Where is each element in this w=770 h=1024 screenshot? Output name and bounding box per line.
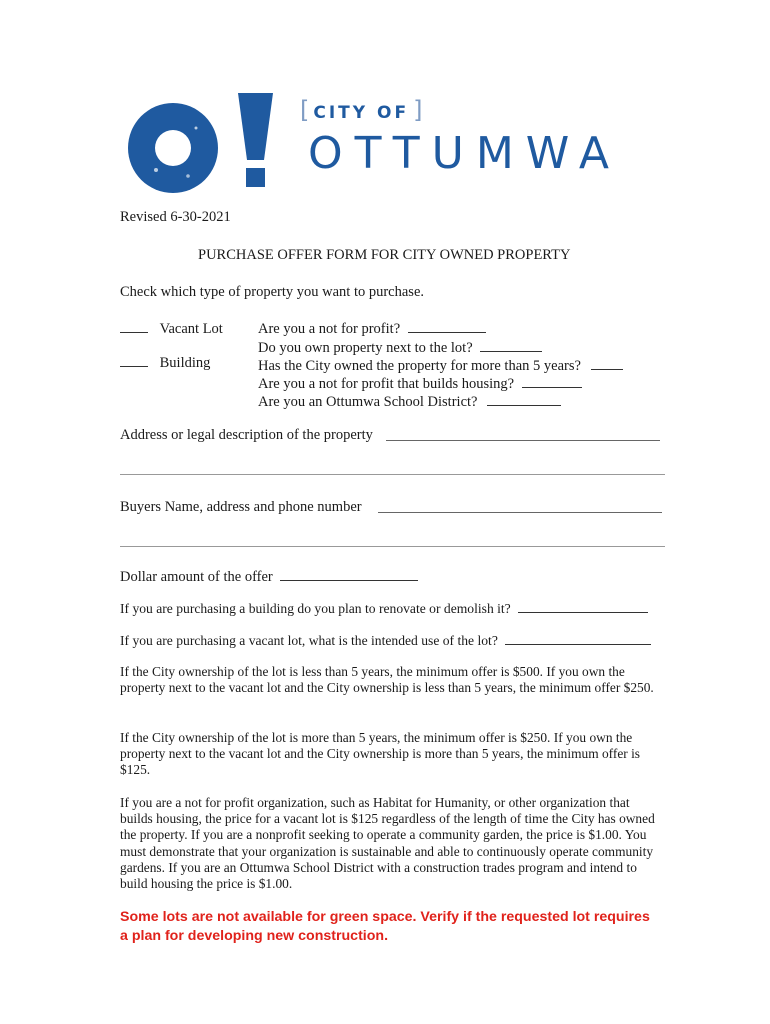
- logo-bracket-left-icon: [: [300, 96, 310, 124]
- answer-line[interactable]: [487, 391, 561, 406]
- vacant-lot-option[interactable]: [120, 318, 223, 338]
- address-label: Address or legal description of the property: [120, 427, 373, 443]
- instruction-text: Check which type of property you want to purchase.: [120, 284, 425, 300]
- question-label: Are you a not for profit that builds housing?: [258, 376, 515, 392]
- building-option[interactable]: [120, 352, 210, 372]
- building-plan-label: If you are purchasing a building do you plan to renovate or demolish it?: [120, 601, 511, 616]
- green-space-notice: Some lots are not available for green space. Verify if the requested lot requires a plan for developing new construction.: [120, 909, 650, 944]
- address-field: [120, 426, 373, 444]
- building-plan-input-line[interactable]: [518, 598, 648, 613]
- question-label: Has the City owned the property for more than 5 years?: [258, 358, 581, 374]
- paragraph-nonprofit: If you are a not for profit organization, such as Habitat for Humanity, or other organization that builds housing, the price for a vacant lot is $125 regardless of the length of time the City has owned the property. If you are a nonprofit seeking to operate a community garden, the price is $1.00. You must demonstrate that your organization is sustainable and able to continuously operate community gardens. If you are an Ottumwa School District with a construction trades program and intend to build housing the price is $1.00.: [120, 795, 655, 892]
- paragraph-over-5-years: If the City ownership of the lot is more than 5 years, the minimum offer is $250. If you own the property next to the vacant lot and the City ownership is more than 5 years, the minimum offer is $125.: [120, 730, 641, 778]
- question-not-for-profit: [258, 318, 486, 338]
- answer-line[interactable]: [408, 318, 486, 333]
- question-label: Do you own property next to the lot?: [258, 340, 473, 356]
- question-city-owned-5yrs: [258, 355, 623, 375]
- buyer-input-line[interactable]: [378, 512, 662, 513]
- question-nonprofit-housing: [258, 373, 582, 393]
- question-label: Are you a not for profit?: [258, 321, 401, 337]
- city-logo: [118, 88, 621, 198]
- vacant-lot-checkbox-line[interactable]: [120, 318, 148, 333]
- dollar-input-line[interactable]: [280, 566, 418, 581]
- lot-use-label: If you are purchasing a vacant lot, what is the intended use of the lot?: [120, 633, 498, 648]
- answer-line[interactable]: [591, 355, 623, 370]
- logo-bracket-right-icon: ]: [413, 96, 423, 124]
- building-plan-field: [120, 598, 648, 618]
- logo-city-of: CITY OF: [313, 103, 410, 123]
- answer-line[interactable]: [522, 373, 582, 388]
- dollar-field: [120, 566, 418, 586]
- answer-line[interactable]: [480, 337, 542, 352]
- lot-use-field: [120, 630, 651, 650]
- building-checkbox-line[interactable]: [120, 352, 148, 367]
- question-label: Are you an Ottumwa School District?: [258, 394, 478, 410]
- building-label: Building: [159, 355, 211, 371]
- question-own-adjacent: [258, 337, 542, 357]
- logo-city-name: OTTUMWA: [308, 128, 621, 179]
- buyer-label: Buyers Name, address and phone number: [120, 499, 362, 515]
- buyer-field: [120, 498, 362, 516]
- vacant-lot-label: Vacant Lot: [159, 321, 223, 337]
- address-input-line[interactable]: [386, 440, 660, 441]
- question-school-district: [258, 391, 561, 411]
- lot-use-input-line[interactable]: [505, 630, 651, 645]
- o-exclamation-logo-icon: [118, 88, 278, 198]
- buyer-input-line-2[interactable]: [120, 546, 665, 547]
- form-title: PURCHASE OFFER FORM FOR CITY OWNED PROPERTY: [198, 247, 571, 263]
- address-input-line-2[interactable]: [120, 474, 665, 475]
- dollar-label: Dollar amount of the offer: [120, 569, 273, 585]
- revised-date: Revised 6-30-2021: [120, 209, 231, 225]
- paragraph-under-5-years: If the City ownership of the lot is less than 5 years, the minimum offer is $500. If you own the property next to the vacant lot and the City ownership is less than 5 years, the minimum offer $250.: [120, 664, 654, 696]
